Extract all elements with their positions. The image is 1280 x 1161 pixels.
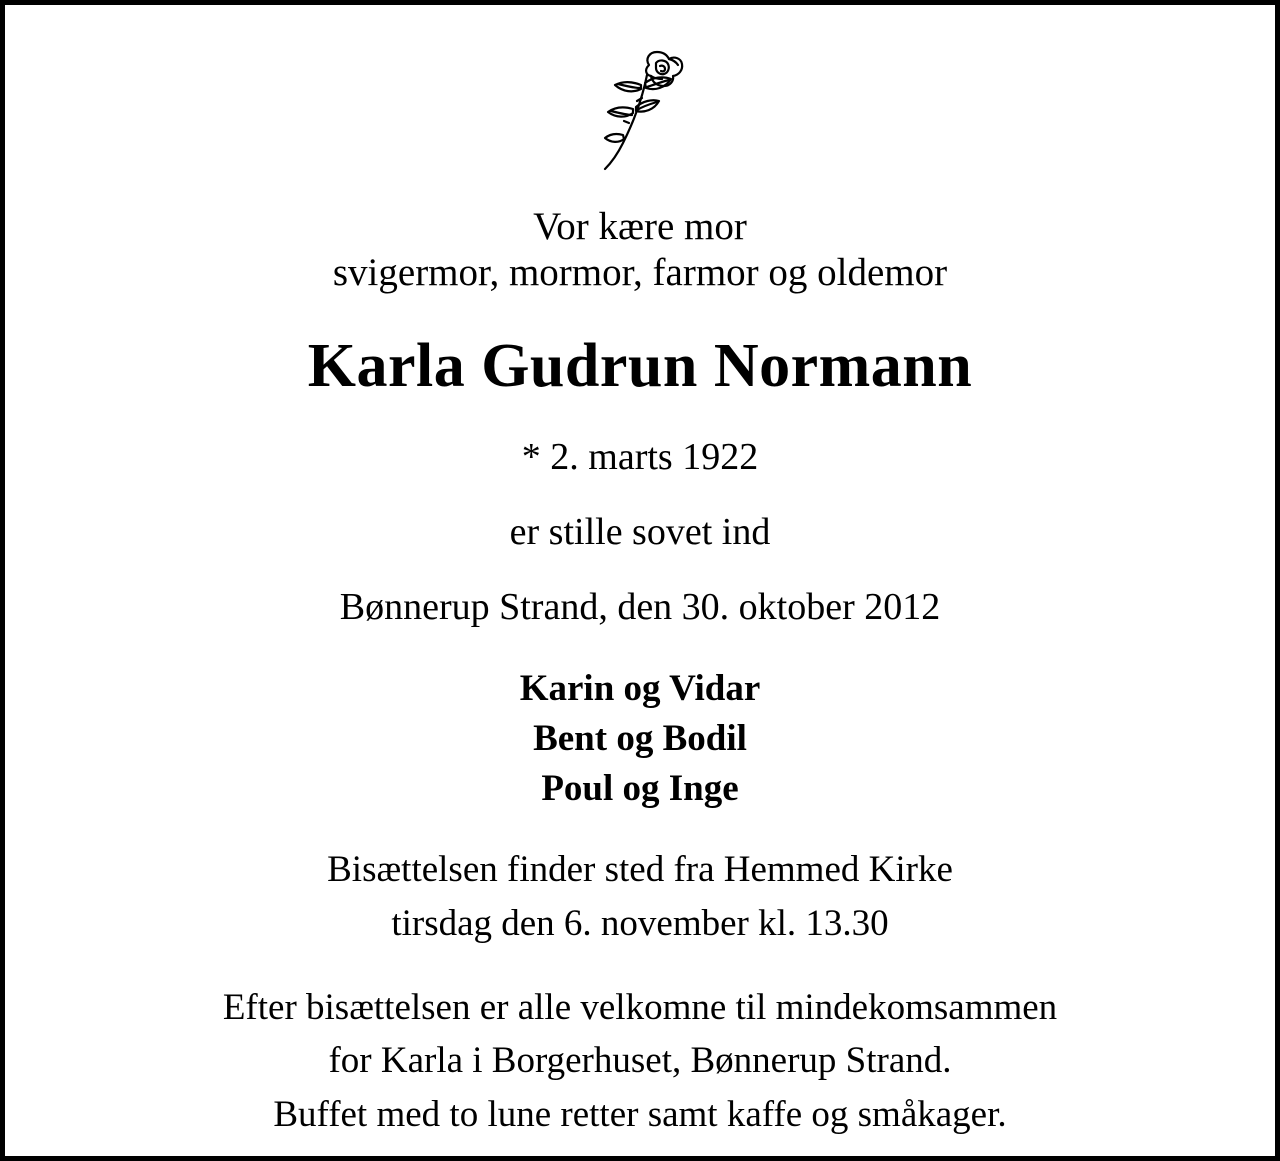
survivors-list [520, 664, 761, 814]
service-line-2: tirsdag den 6. november kl. 13.30 [391, 903, 889, 945]
list-item: Bent og Bodil [533, 717, 747, 759]
birth-date: * 2. marts 1922 [521, 436, 759, 479]
reception-line-2: for Karla i Borgerhuset, Bønnerup Strand. [328, 1040, 952, 1082]
intro-line-1: Vor kære mor [533, 205, 747, 248]
service-line-1: Bisættelsen finder sted fra Hemmed Kirke [327, 849, 953, 891]
list-item: Karin og Vidar [519, 667, 761, 709]
place-and-date-of-death: Bønnerup Strand, den 30. oktober 2012 [339, 585, 941, 628]
reception-details [223, 981, 1057, 1142]
reception-line-1: Efter bisættelsen er alle velkomne til mindekomsammen [222, 986, 1058, 1028]
funeral-service-details [327, 843, 953, 950]
deceased-name: Karla Gudrun Normann [307, 332, 973, 401]
passing-text: er stille sovet ind [509, 511, 771, 554]
list-item: Poul og Inge [541, 767, 739, 809]
intro-text [333, 204, 947, 296]
reception-line-3: Buffet med to lune retter samt kaffe og småkager. [273, 1094, 1007, 1136]
intro-line-2: svigermor, mormor, farmor og oldemor [332, 251, 948, 295]
rose-flower-icon [585, 43, 695, 178]
